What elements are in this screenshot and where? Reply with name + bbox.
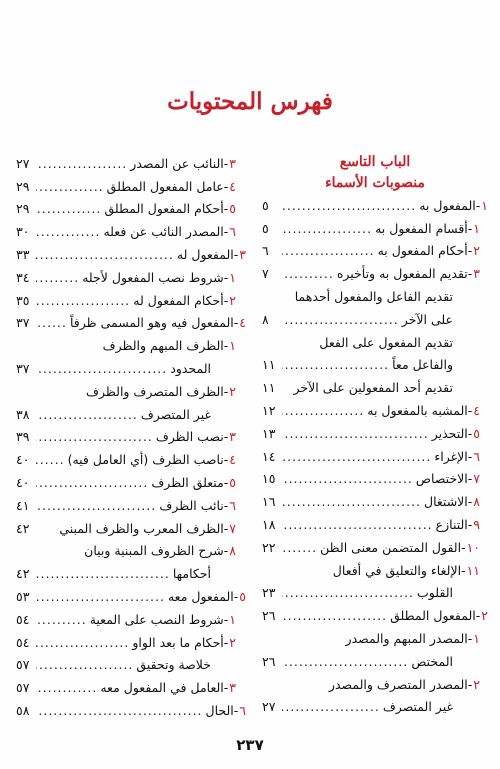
toc-entry [262, 673, 488, 696]
toc-right-column [262, 152, 488, 718]
entry-number: ٤ [229, 452, 236, 468]
dot-leader [282, 585, 417, 600]
entry-title: -المصدر النائب عن فعله [103, 224, 229, 240]
toc-entry [262, 285, 488, 308]
entry-page-number: ٥٧ [16, 657, 30, 673]
dot-leader [36, 315, 70, 330]
toc-entry [16, 448, 246, 471]
entry-title: -أحكام المفعول له [133, 292, 229, 308]
entry-title: -نائب الظرف [159, 497, 229, 513]
chapter-heading: الباب التاسع [339, 154, 411, 170]
dot-leader [36, 635, 132, 650]
entry-title: المختص [411, 653, 453, 669]
toc-entry [262, 217, 488, 240]
toc-entry [262, 376, 488, 399]
entry-page-number: ٢٣ [262, 585, 276, 601]
entry-title: -الحال [205, 703, 239, 719]
toc-entry [262, 262, 488, 285]
entry-number: ٦ [473, 448, 480, 464]
entry-page-number: ٣٥ [16, 292, 30, 308]
toc-entry [262, 696, 488, 719]
entry-number: ٣ [229, 429, 236, 445]
entry-title: -أحكام المفعول به [377, 243, 473, 259]
dot-leader [36, 247, 177, 262]
dot-leader [282, 266, 337, 281]
entry-number: ٥ [473, 425, 480, 441]
entry-page-number: ٦ [262, 243, 269, 259]
entry-title: -نصب الظرف [155, 429, 229, 445]
toc-entry [262, 308, 488, 331]
dot-leader [36, 407, 141, 422]
entry-number: ٤ [473, 403, 480, 419]
toc-entry [262, 445, 488, 468]
entry-page-number: ٧ [262, 266, 269, 282]
dot-leader [36, 201, 104, 216]
page-number: ٢٣٧ [236, 736, 264, 754]
entry-title: -الاشتغال [424, 494, 473, 510]
toc-entry [16, 654, 246, 677]
toc-entry [16, 471, 246, 494]
dot-leader [36, 361, 170, 376]
toc-entry [262, 582, 488, 605]
toc-entry [16, 175, 246, 198]
toc-entry [262, 559, 488, 582]
entry-page-number: ٢٩ [16, 201, 30, 217]
entry-title: -المصدر المبهم والمصدر [345, 631, 473, 647]
dot-leader [282, 312, 402, 327]
entry-number: ٩ [473, 517, 480, 533]
toc-entry [262, 536, 488, 559]
toc-entry [16, 699, 246, 722]
entry-title: -المشبه بالمفعول به [367, 403, 473, 419]
toc-entry [262, 331, 488, 354]
entry-number: ٤ [229, 178, 236, 194]
entry-page-number: ٥٤ [16, 611, 30, 627]
entry-number: ١ [229, 338, 236, 354]
entry-title: -متعلق الظرف [151, 475, 229, 491]
entry-title: -المصدر المتصرف والمصدر [328, 676, 473, 692]
dot-leader [282, 699, 383, 714]
entry-title: والفاعل معاً [392, 357, 453, 373]
dot-leader [282, 494, 424, 509]
toc-entry [16, 540, 246, 563]
entry-title: القلوب [417, 585, 453, 601]
dot-leader [282, 517, 436, 532]
entry-number: ١ [229, 611, 236, 627]
entry-number: ٢ [481, 608, 488, 624]
entry-title: -التنازع [435, 517, 473, 533]
entry-page-number: ٣٣ [16, 247, 30, 263]
dot-leader [36, 270, 82, 285]
toc-entry [16, 517, 246, 540]
toc-entry [262, 468, 488, 491]
entry-title: تقديم الفاعل والمفعول أحدهما [294, 289, 453, 305]
entry-number: ٦ [229, 224, 236, 240]
toc-entry [262, 627, 488, 650]
entry-title: على الآخر [401, 311, 453, 327]
entry-title: غير المتصرف [140, 406, 211, 422]
entry-page-number: ١٥ [262, 471, 276, 487]
toc-entry [16, 152, 246, 175]
toc-entry [262, 194, 488, 217]
toc-entry [262, 650, 488, 673]
entry-title: المحدود [170, 361, 211, 377]
dot-leader [282, 403, 367, 418]
entry-number: ٥ [229, 201, 236, 217]
entry-page-number: ٥٧ [16, 680, 30, 696]
entry-title: -الاختصاص [415, 471, 473, 487]
dot-leader [36, 703, 206, 718]
entry-page-number: ٢٢ [262, 539, 276, 555]
entry-title: -الإلغاء والتعليق في أفعال [332, 562, 466, 578]
entry-page-number: ٣٧ [16, 361, 30, 377]
entry-number: ٦ [239, 703, 246, 719]
dot-leader [36, 179, 107, 194]
dot-leader [36, 498, 159, 513]
dot-leader [36, 566, 173, 581]
entry-page-number: ٥٨ [16, 703, 30, 719]
dot-leader [36, 475, 151, 490]
entry-number: ٨ [473, 494, 480, 510]
entry-number: ٢ [229, 383, 236, 399]
entry-page-number: ٣٤ [16, 269, 30, 285]
dot-leader [282, 198, 419, 213]
toc-entry [16, 403, 246, 426]
entry-page-number: ١١ [262, 357, 276, 373]
entry-title: -الظرف المعرب والظرف المبني [59, 520, 229, 536]
entry-number: ٣ [229, 155, 236, 171]
toc-entry [16, 357, 246, 380]
entry-title: -شرح الظروف المبنية وبيان [84, 543, 229, 559]
entry-title: -التحذير [431, 425, 473, 441]
toc-entry [16, 585, 246, 608]
entry-number: ١ [473, 631, 480, 647]
entry-title: -أقسام المفعول به [375, 220, 473, 236]
entry-title: -أحكام المفعول المطلق [104, 201, 229, 217]
entry-page-number: ٣٨ [16, 406, 30, 422]
entry-title: -المفعول المطلق [390, 608, 481, 624]
dot-leader [36, 452, 68, 467]
entry-page-number: ٣٠ [16, 224, 30, 240]
dot-leader [36, 224, 103, 239]
entry-number: ٧ [229, 520, 236, 536]
dot-leader [282, 608, 390, 623]
entry-number: ٨ [229, 543, 236, 559]
entry-number: ٢ [473, 243, 480, 259]
entry-page-number: ٢٦ [262, 608, 276, 624]
entry-title: غير المتصرف [382, 699, 453, 715]
entry-number: ٥ [229, 475, 236, 491]
toc-entry [16, 608, 246, 631]
entry-page-number: ٨ [262, 311, 269, 327]
entry-number: ٣ [239, 247, 246, 263]
entry-title: -ناصب الظرف (أي العامل فيه) [67, 452, 229, 468]
toc-entry [262, 490, 488, 513]
dot-leader [282, 471, 416, 486]
entry-page-number: ٢٧ [262, 699, 276, 715]
entry-page-number: ٤٠ [16, 452, 30, 468]
toc-entry [16, 266, 246, 289]
entry-number: ٢ [473, 676, 480, 692]
entry-page-number: ١٨ [262, 517, 276, 533]
entry-title: -عامل المفعول المطلق [106, 178, 229, 194]
entry-number: ٤ [239, 315, 246, 331]
dot-leader [282, 654, 411, 669]
toc-entry [262, 354, 488, 377]
entry-title: أحكامها [172, 566, 211, 582]
entry-number: ١٠ [466, 539, 480, 555]
toc-entry [16, 243, 246, 266]
entry-page-number: ٢٧ [16, 155, 30, 171]
toc-left-column [16, 152, 246, 722]
dot-leader [282, 221, 375, 236]
toc-entry [262, 604, 488, 627]
entry-number: ٣ [229, 680, 236, 696]
entry-page-number: ٣٧ [16, 315, 30, 331]
dot-leader [282, 540, 320, 555]
dot-leader [36, 156, 130, 171]
entry-title: -المفعول فيه وهو المسمى ظرفاً [70, 315, 239, 331]
entry-title: -المفعول به [419, 197, 481, 213]
entry-title: -القول المتضمن معنى الظن [320, 539, 466, 555]
entry-page-number: ١٤ [262, 448, 276, 464]
toc-entry [16, 198, 246, 221]
entry-number: ٢ [229, 634, 236, 650]
dot-leader [36, 429, 156, 444]
entry-page-number: ٥٤ [16, 634, 30, 650]
entry-title: -شروط نصب المفعول لأجله [82, 269, 229, 285]
toc-entry [16, 380, 246, 403]
toc-entry [16, 220, 246, 243]
entry-page-number: ١٦ [262, 494, 276, 510]
entry-title: -تقديم المفعول به وتأخيره [336, 266, 473, 282]
dot-leader [282, 357, 392, 372]
entry-page-number: ٤٢ [16, 520, 30, 536]
entry-title: -النائب عن المصدر [130, 155, 229, 171]
entry-title: -الظرف المبهم والظرف [102, 338, 229, 354]
entry-page-number: ٥ [262, 220, 269, 236]
entry-page-number: ٤١ [16, 497, 30, 513]
dot-leader [282, 243, 378, 258]
dot-leader [36, 680, 100, 695]
dot-leader [36, 589, 168, 604]
entry-page-number: ٢٦ [262, 653, 276, 669]
toc-entry [16, 312, 246, 335]
entry-title: -الإغراء [434, 448, 473, 464]
dot-leader [282, 426, 432, 441]
entry-page-number: ٤٢ [16, 566, 30, 582]
entry-page-number: ١١ [262, 380, 276, 396]
chapter-subheading: منصوبات الأسماء [325, 175, 425, 191]
toc-entry [16, 334, 246, 357]
entry-page-number: ٤٠ [16, 475, 30, 491]
entry-number: ٣ [473, 266, 480, 282]
toc-entry [262, 240, 488, 263]
entry-page-number: ١٣ [262, 425, 276, 441]
entry-page-number: ٢٩ [16, 178, 30, 194]
entry-page-number: ١٢ [262, 403, 276, 419]
entry-number: ١ [229, 269, 236, 285]
dot-leader [282, 449, 434, 464]
toc-entry [16, 289, 246, 312]
entry-title: تقديم أحد المفعولين على الآخر [293, 380, 453, 396]
dot-leader [36, 293, 133, 308]
entry-number: ١ [481, 197, 488, 213]
entry-number: ١ [473, 220, 480, 236]
entry-page-number: ٣٩ [16, 429, 30, 445]
entry-title: -المفعول معه [167, 589, 239, 605]
entry-title: -الظرف المتصرف والظرف [86, 383, 229, 399]
toc-entry [16, 562, 246, 585]
toc-entry [16, 426, 246, 449]
entry-title: -شروط النصب على المعية [89, 611, 229, 627]
dot-leader [36, 657, 136, 672]
toc-entry [262, 422, 488, 445]
entry-number: ٦ [229, 497, 236, 513]
toc-entry [16, 676, 246, 699]
entry-title: -المفعول له [176, 247, 239, 263]
toc-entry [262, 513, 488, 536]
entry-page-number: ٥٣ [16, 589, 30, 605]
page-title: فهرس المحتويات [167, 88, 333, 115]
entry-title: خلاصة وتحقيق [136, 657, 211, 673]
entry-title: تقديم المفعول على الفعل [319, 334, 453, 350]
entry-page-number: ٥ [262, 197, 269, 213]
entry-title: -أحكام ما بعد الواو [132, 634, 229, 650]
entry-title: -العامل في المفعول معه [100, 680, 229, 696]
dot-leader [36, 612, 90, 627]
toc-entry [262, 399, 488, 422]
toc-entry [16, 494, 246, 517]
entry-number: ٢ [229, 292, 236, 308]
entry-number: ٧ [473, 471, 480, 487]
entry-number: ٥ [239, 589, 246, 605]
entry-number: ١١ [466, 562, 480, 578]
toc-entry [16, 631, 246, 654]
